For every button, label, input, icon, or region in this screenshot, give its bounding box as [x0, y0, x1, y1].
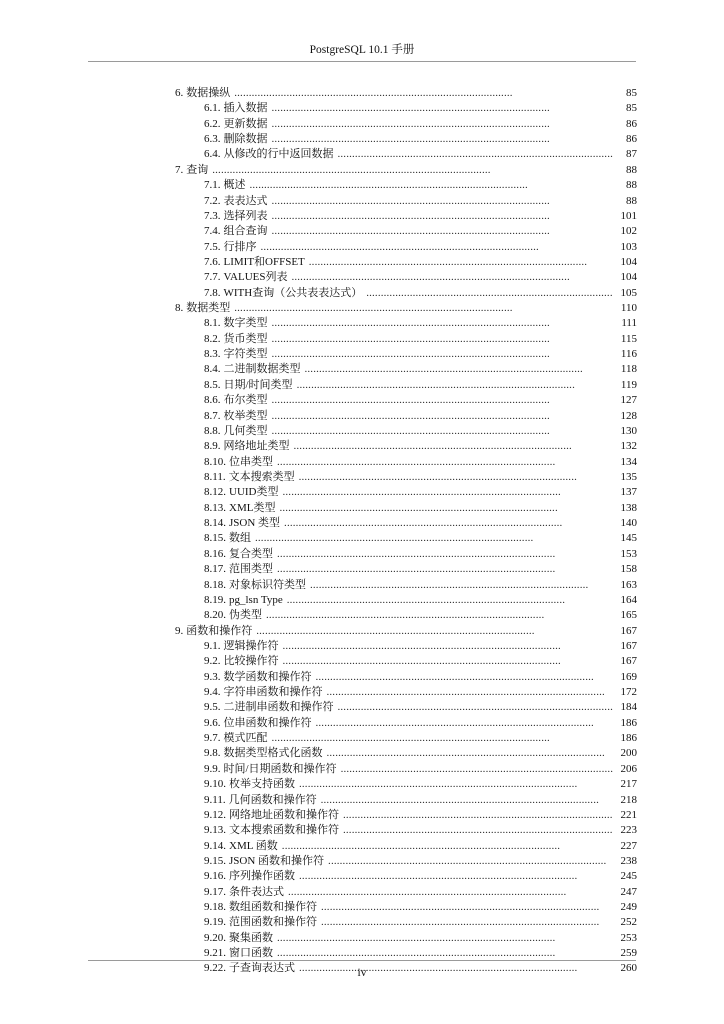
toc-section-entry[interactable]	[175, 915, 637, 930]
toc-section-entry[interactable]	[175, 869, 637, 884]
toc-entry-page: 164	[620, 593, 637, 606]
toc-entry-page: 137	[620, 486, 637, 499]
toc-entry-page: 167	[620, 655, 637, 668]
toc-section-entry[interactable]	[175, 424, 637, 439]
toc-entry-title: JSON 函数和操作符	[229, 854, 325, 867]
toc-entry-title: 网络地址类型	[223, 440, 290, 453]
toc-entry-number: 9.14.	[204, 839, 226, 852]
toc-entry-title: 几何函数和操作符	[228, 793, 317, 806]
toc-dot-leader	[266, 608, 613, 623]
toc-section-entry[interactable]	[175, 531, 637, 546]
toc-entry-page: 86	[626, 117, 637, 130]
toc-entry-page: 104	[620, 271, 637, 284]
toc-entry-page: 252	[620, 916, 637, 929]
toc-entry-number: 8.14.	[204, 517, 226, 530]
toc-entry-number: 8.19.	[204, 593, 226, 606]
toc-entry-title: 行排序	[223, 240, 257, 253]
toc-section-entry[interactable]	[175, 409, 637, 424]
toc-dot-leader	[299, 777, 613, 792]
toc-entry-page: 88	[626, 194, 637, 207]
toc-section-entry[interactable]	[175, 670, 637, 685]
toc-entry-title: 从修改的行中返回数据	[223, 148, 334, 161]
toc-entry-title: 文本搜索函数和操作符	[229, 824, 339, 837]
toc-entry-number: 9.5.	[204, 701, 221, 714]
toc-entry-number: 9.9.	[204, 762, 221, 775]
toc-entry-number: 9.20.	[204, 931, 226, 944]
toc-entry-title: 数组	[229, 532, 251, 545]
toc-dot-leader	[277, 931, 613, 946]
toc-section-entry[interactable]	[175, 485, 637, 500]
toc-entry-page: 85	[626, 87, 637, 99]
toc-entry-title: 日期/时间类型	[223, 378, 293, 391]
toc-entry-title: UUID类型	[229, 486, 279, 499]
toc-dot-leader	[272, 409, 614, 424]
toc-dot-leader	[272, 224, 614, 239]
toc-entry-title: 概述	[223, 179, 246, 192]
toc-dot-leader	[283, 485, 614, 500]
toc-dot-leader	[305, 362, 614, 377]
toc-entry-title: WITH查询（公共表表达式）	[223, 286, 363, 299]
toc-entry-page: 186	[620, 732, 637, 745]
toc-section-entry[interactable]	[175, 885, 637, 900]
toc-dot-leader	[327, 685, 614, 700]
toc-dot-leader	[310, 578, 613, 593]
toc-entry-title: 位串函数和操作符	[223, 716, 312, 729]
running-header: PostgreSQL 10.1 手册	[309, 44, 415, 56]
toc-entry-title: 数据操纵	[186, 87, 231, 99]
toc-entry-title: 二进制数据类型	[223, 363, 301, 376]
toc-entry-title: 布尔类型	[223, 394, 268, 407]
toc-entry-number: 8.11.	[204, 470, 226, 483]
toc-section-entry[interactable]	[175, 316, 637, 331]
toc-section-entry[interactable]	[175, 439, 637, 454]
toc-section-entry[interactable]	[175, 240, 637, 255]
toc-entry-title: XML 函数	[229, 839, 278, 852]
toc-dot-leader	[283, 654, 614, 669]
toc-entry-number: 7.8.	[204, 286, 221, 299]
toc-dot-leader	[338, 700, 614, 715]
toc-entry-number: 7.3.	[204, 209, 221, 222]
toc-entry-page: 167	[620, 639, 637, 652]
toc-dot-leader	[272, 194, 614, 209]
toc-entry-title: 二进制串函数和操作符	[223, 701, 334, 714]
toc-section-entry[interactable]	[175, 117, 637, 132]
toc-entry-title: 网络地址函数和操作符	[229, 808, 339, 821]
toc-section-entry[interactable]	[175, 931, 637, 946]
toc-entry-title: 范围函数和操作符	[229, 916, 317, 929]
toc-entry-number: 6.	[175, 87, 184, 99]
toc-entry-title: 数字类型	[223, 317, 268, 330]
toc-entry-number: 7.1.	[204, 179, 221, 192]
toc-section-entry[interactable]	[175, 516, 637, 531]
toc-dot-leader	[343, 823, 613, 838]
toc-entry-number: 8.4.	[204, 363, 221, 376]
toc-section-entry[interactable]	[175, 194, 637, 209]
toc-entry-title: 插入数据	[223, 102, 268, 115]
toc-entry-title: 字符串函数和操作符	[223, 686, 323, 699]
toc-entry-title: 文本搜索类型	[228, 470, 295, 483]
toc-entry-number: 9.15.	[204, 854, 226, 867]
toc-dot-leader	[212, 163, 613, 178]
toc-entry-page: 116	[620, 348, 637, 361]
toc-entry-page: 110	[620, 302, 637, 315]
toc-entry-page: 169	[620, 670, 637, 683]
toc-entry-number: 9.8.	[204, 747, 221, 760]
toc-entry-title: 组合查询	[223, 225, 268, 238]
toc-dot-leader	[299, 470, 613, 485]
toc-entry-title: 数学函数和操作符	[223, 670, 312, 683]
toc-dot-leader	[250, 178, 614, 193]
toc-entry-number: 8.3.	[204, 348, 221, 361]
toc-dot-leader	[316, 670, 614, 685]
toc-entry-page: 85	[626, 102, 637, 115]
toc-entry-number: 8.2.	[204, 332, 221, 345]
toc-chapter-entry[interactable]	[175, 301, 637, 316]
toc-dot-leader	[272, 209, 614, 224]
toc-dot-leader	[277, 547, 613, 562]
toc-entry-page: 184	[620, 701, 637, 714]
toc-entry-number: 9.19.	[204, 916, 226, 929]
header-rule	[88, 61, 636, 62]
toc-entry-page: 227	[620, 839, 637, 852]
toc-entry-number: 8.	[175, 302, 184, 315]
toc-entry-number: 9.6.	[204, 716, 221, 729]
toc-entry-number: 8.15.	[204, 532, 226, 545]
toc-entry-number: 8.6.	[204, 394, 221, 407]
toc-dot-leader	[234, 301, 613, 316]
toc-section-entry[interactable]	[175, 178, 637, 193]
toc-entry-title: 枚举类型	[223, 409, 268, 422]
toc-section-entry[interactable]	[175, 332, 637, 347]
table-of-contents	[175, 86, 637, 977]
toc-section-entry[interactable]	[175, 762, 637, 777]
toc-entry-title: 数组函数和操作符	[229, 901, 317, 914]
toc-section-entry[interactable]	[175, 101, 637, 116]
toc-dot-leader	[321, 900, 613, 915]
toc-dot-leader	[294, 439, 614, 454]
toc-entry-number: 9.3.	[204, 670, 221, 683]
toc-section-entry[interactable]	[175, 255, 637, 270]
toc-section-entry[interactable]	[175, 900, 637, 915]
toc-section-entry[interactable]	[175, 777, 637, 792]
toc-entry-title: 选择列表	[223, 209, 268, 222]
toc-entry-page: 103	[620, 240, 637, 253]
toc-entry-number: 8.12.	[204, 486, 226, 499]
toc-entry-page: 88	[626, 179, 637, 192]
toc-entry-page: 105	[620, 286, 637, 299]
toc-section-entry[interactable]	[175, 593, 637, 608]
toc-entry-title: 几何类型	[223, 424, 268, 437]
toc-entry-number: 6.2.	[204, 117, 221, 130]
toc-section-entry[interactable]	[175, 793, 637, 808]
toc-section-entry[interactable]	[175, 654, 637, 669]
toc-entry-number: 6.1.	[204, 102, 221, 115]
toc-chapter-entry[interactable]	[175, 624, 637, 639]
toc-entry-page: 221	[620, 808, 637, 821]
toc-entry-title: 数据类型	[186, 302, 231, 315]
toc-dot-leader	[272, 101, 614, 116]
toc-dot-leader	[291, 270, 613, 285]
toc-dot-leader	[272, 424, 614, 439]
toc-entry-title: 逻辑操作符	[223, 639, 279, 652]
toc-entry-page: 140	[620, 517, 637, 530]
toc-entry-title: pg_lsn Type	[229, 593, 283, 606]
toc-section-entry[interactable]	[175, 547, 637, 562]
toc-chapter-entry[interactable]	[175, 86, 637, 101]
toc-entry-page: 119	[620, 378, 637, 391]
toc-entry-title: 比较操作符	[223, 655, 279, 668]
toc-dot-leader	[297, 378, 613, 393]
toc-section-entry[interactable]	[175, 685, 637, 700]
toc-dot-leader	[261, 240, 614, 255]
toc-section-entry[interactable]	[175, 731, 637, 746]
toc-entry-page: 245	[620, 870, 637, 883]
toc-dot-leader	[283, 639, 614, 654]
toc-section-entry[interactable]	[175, 562, 637, 577]
toc-section-entry[interactable]	[175, 470, 637, 485]
toc-entry-number: 8.13.	[204, 501, 226, 514]
toc-dot-leader	[343, 808, 613, 823]
toc-entry-title: 位串类型	[229, 455, 273, 468]
toc-entry-number: 9.	[175, 624, 184, 637]
toc-entry-title: 子查询表达式	[229, 962, 295, 975]
toc-entry-number: 9.4.	[204, 686, 221, 699]
toc-entry-page: 102	[620, 225, 637, 238]
toc-entry-title: 模式匹配	[223, 732, 268, 745]
toc-section-entry[interactable]	[175, 147, 637, 162]
toc-dot-leader	[282, 839, 613, 854]
toc-entry-title: 更新数据	[223, 117, 268, 130]
toc-entry-number: 7.6.	[204, 255, 221, 268]
toc-entry-number: 8.1.	[204, 317, 221, 330]
toc-entry-page: 217	[620, 778, 637, 791]
toc-entry-number: 9.16.	[204, 870, 226, 883]
toc-entry-title: 时间/日期函数和操作符	[223, 762, 337, 775]
toc-dot-leader	[272, 117, 614, 132]
toc-entry-title: 数据类型格式化函数	[223, 747, 323, 760]
toc-entry-page: 104	[620, 255, 637, 268]
toc-dot-leader	[341, 762, 613, 777]
toc-entry-page: 132	[620, 440, 637, 453]
toc-entry-number: 9.21.	[204, 947, 226, 960]
toc-dot-leader	[272, 316, 614, 331]
toc-entry-number: 9.12.	[204, 808, 226, 821]
toc-entry-title: 对象标识符类型	[229, 578, 306, 591]
toc-entry-page: 111	[621, 317, 637, 330]
toc-entry-page: 101	[620, 209, 637, 222]
toc-entry-number: 7.4.	[204, 225, 221, 238]
toc-entry-page: 247	[620, 885, 637, 898]
toc-dot-leader	[277, 455, 613, 470]
toc-entry-title: LIMIT和OFFSET	[223, 255, 305, 268]
toc-entry-title: 函数和操作符	[186, 624, 253, 637]
toc-entry-page: 115	[620, 332, 637, 345]
toc-dot-leader	[366, 286, 613, 301]
toc-section-entry[interactable]	[175, 362, 637, 377]
toc-entry-page: 87	[626, 148, 637, 161]
toc-entry-number: 9.2.	[204, 655, 221, 668]
toc-entry-number: 9.13.	[204, 824, 226, 837]
toc-dot-leader	[279, 501, 613, 516]
toc-entry-number: 7.2.	[204, 194, 221, 207]
toc-entry-page: 158	[620, 563, 637, 576]
toc-dot-leader	[272, 332, 614, 347]
toc-chapter-entry[interactable]	[175, 163, 637, 178]
toc-entry-title: JSON 类型	[229, 517, 281, 530]
toc-entry-page: 260	[620, 962, 637, 975]
toc-section-entry[interactable]	[175, 209, 637, 224]
toc-dot-leader	[288, 885, 613, 900]
toc-entry-title: XML类型	[229, 501, 276, 514]
toc-section-entry[interactable]	[175, 854, 637, 869]
toc-section-entry[interactable]	[175, 347, 637, 362]
toc-entry-title: 范围类型	[229, 563, 273, 576]
toc-section-entry[interactable]	[175, 700, 637, 715]
toc-section-entry[interactable]	[175, 746, 637, 761]
toc-dot-leader	[272, 393, 614, 408]
toc-entry-page: 172	[620, 686, 637, 699]
toc-entry-page: 134	[620, 455, 637, 468]
toc-entry-title: 窗口函数	[229, 947, 273, 960]
toc-entry-number: 8.18.	[204, 578, 226, 591]
toc-entry-page: 153	[620, 547, 637, 560]
toc-entry-page: 86	[626, 133, 637, 146]
toc-dot-leader	[287, 593, 613, 608]
toc-entry-title: 聚集函数	[229, 931, 273, 944]
toc-entry-number: 7.5.	[204, 240, 221, 253]
toc-entry-title: 枚举支持函数	[229, 778, 295, 791]
toc-entry-number: 8.5.	[204, 378, 221, 391]
toc-entry-number: 9.1.	[204, 639, 221, 652]
toc-entry-page: 128	[620, 409, 637, 422]
toc-entry-number: 8.7.	[204, 409, 221, 422]
toc-entry-page: 88	[626, 163, 637, 176]
toc-section-entry[interactable]	[175, 823, 637, 838]
toc-entry-page: 135	[620, 470, 637, 483]
toc-dot-leader	[284, 516, 613, 531]
toc-entry-page: 223	[620, 824, 637, 837]
toc-entry-title: 货币类型	[223, 332, 268, 345]
toc-entry-title: 伪类型	[229, 609, 262, 622]
toc-entry-number: 9.7.	[204, 732, 221, 745]
toc-entry-number: 7.	[175, 163, 184, 176]
toc-section-entry[interactable]	[175, 578, 637, 593]
toc-entry-title: 字符类型	[223, 348, 268, 361]
toc-dot-leader	[272, 132, 614, 147]
toc-entry-number: 8.17.	[204, 563, 226, 576]
toc-section-entry[interactable]	[175, 270, 637, 285]
toc-entry-title: 复合类型	[229, 547, 273, 560]
toc-dot-leader	[321, 915, 613, 930]
toc-section-entry[interactable]	[175, 639, 637, 654]
toc-section-entry[interactable]	[175, 501, 637, 516]
toc-entry-number: 8.20.	[204, 609, 226, 622]
toc-section-entry[interactable]	[175, 808, 637, 823]
toc-entry-page: 259	[620, 947, 637, 960]
toc-entry-page: 249	[620, 901, 637, 914]
toc-entry-page: 167	[620, 624, 637, 637]
footer-rule	[88, 960, 636, 961]
toc-entry-number: 9.11.	[204, 793, 226, 806]
toc-entry-page: 186	[620, 716, 637, 729]
toc-entry-number: 6.3.	[204, 133, 221, 146]
toc-section-entry[interactable]	[175, 608, 637, 623]
toc-section-entry[interactable]	[175, 455, 637, 470]
toc-entry-title: 表表达式	[223, 194, 268, 207]
toc-dot-leader	[321, 793, 613, 808]
toc-dot-leader	[272, 731, 614, 746]
page-number: iv	[357, 967, 367, 979]
toc-entry-page: 138	[620, 501, 637, 514]
toc-entry-page: 145	[620, 532, 637, 545]
toc-entry-number: 8.9.	[204, 440, 221, 453]
toc-section-entry[interactable]	[175, 393, 637, 408]
toc-dot-leader	[277, 562, 613, 577]
toc-dot-leader	[338, 147, 614, 162]
toc-section-entry[interactable]	[175, 378, 637, 393]
toc-entry-page: 200	[620, 747, 637, 760]
toc-dot-leader	[234, 86, 613, 101]
toc-entry-page: 130	[620, 424, 637, 437]
toc-dot-leader	[309, 255, 613, 270]
toc-entry-number: 9.18.	[204, 901, 226, 914]
toc-entry-page: 165	[620, 609, 637, 622]
toc-entry-title: VALUES列表	[223, 271, 288, 284]
toc-entry-page: 163	[620, 578, 637, 591]
toc-entry-number: 9.10.	[204, 778, 226, 791]
toc-entry-number: 9.22.	[204, 962, 226, 975]
toc-dot-leader	[255, 531, 613, 546]
toc-entry-page: 127	[620, 394, 637, 407]
toc-entry-title: 查询	[186, 163, 209, 176]
toc-dot-leader	[272, 347, 614, 362]
toc-dot-leader	[328, 854, 613, 869]
toc-entry-title: 序列操作函数	[229, 870, 295, 883]
toc-dot-leader	[299, 869, 613, 884]
toc-entry-page: 238	[620, 854, 637, 867]
toc-dot-leader	[256, 624, 613, 639]
toc-entry-number: 9.17.	[204, 885, 226, 898]
toc-section-entry[interactable]	[175, 132, 637, 147]
toc-entry-number: 6.4.	[204, 148, 221, 161]
toc-entry-page: 253	[620, 931, 637, 944]
toc-dot-leader	[316, 716, 614, 731]
toc-entry-number: 8.8.	[204, 424, 221, 437]
toc-entry-number: 8.10.	[204, 455, 226, 468]
toc-section-entry[interactable]	[175, 716, 637, 731]
toc-entry-number: 7.7.	[204, 271, 221, 284]
toc-entry-page: 218	[620, 793, 637, 806]
toc-entry-title: 删除数据	[223, 133, 268, 146]
toc-dot-leader	[327, 746, 614, 761]
toc-section-entry[interactable]	[175, 839, 637, 854]
toc-entry-page: 118	[620, 363, 637, 376]
toc-section-entry[interactable]	[175, 286, 637, 301]
toc-entry-page: 206	[620, 762, 637, 775]
toc-entry-title: 条件表达式	[229, 885, 284, 898]
toc-entry-number: 8.16.	[204, 547, 226, 560]
toc-section-entry[interactable]	[175, 224, 637, 239]
